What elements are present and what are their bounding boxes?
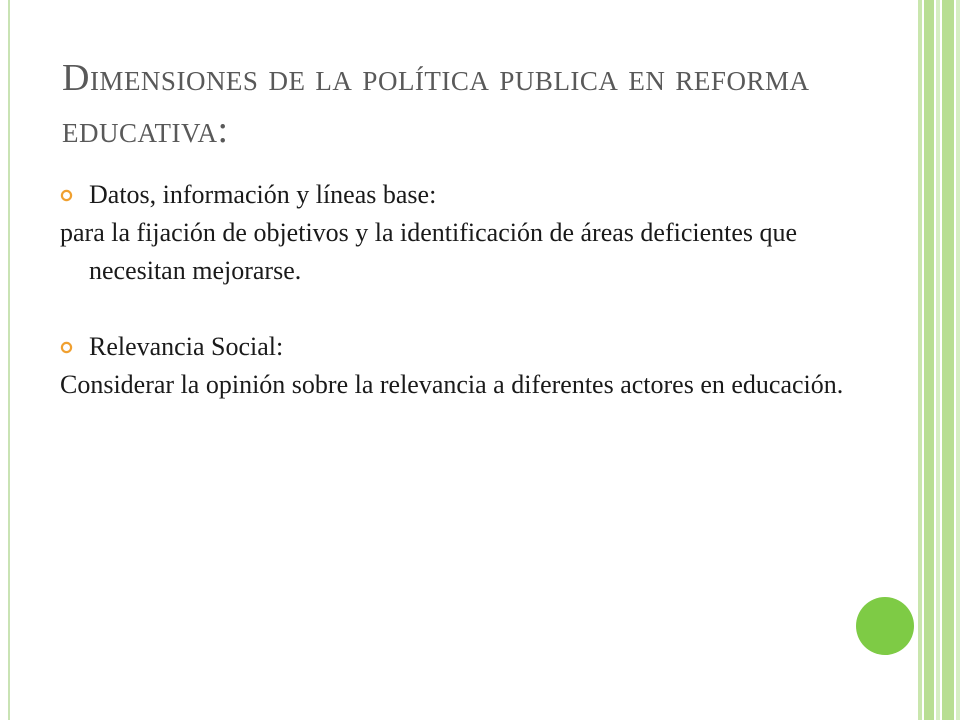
paragraph: Considerar la opinión sobre la relevancia a diferentes actores en educación. — [60, 370, 844, 399]
bullet-ring-icon — [60, 189, 73, 202]
right-stripe — [956, 0, 960, 720]
bullet-item — [60, 328, 860, 366]
bullet-item — [60, 176, 860, 214]
decorative-circle-icon — [856, 597, 914, 655]
bullet-ring-icon — [60, 341, 73, 354]
bullet-heading: Relevancia Social: — [89, 332, 284, 361]
paragraph: para la fijación de objetivos y la identificación de áreas deficientes que necesitan mejorarse. — [60, 218, 798, 285]
right-stripe — [942, 0, 954, 720]
left-border-line — [8, 0, 10, 720]
slide-content — [60, 176, 860, 404]
spacer — [60, 290, 860, 328]
right-stripe — [918, 0, 922, 720]
right-stripe — [924, 0, 934, 720]
bullet-heading: Datos, información y líneas base: — [89, 180, 437, 209]
right-stripe — [936, 0, 940, 720]
slide-title: Dimensiones de la política publica en reforma educativa: — [62, 57, 810, 151]
